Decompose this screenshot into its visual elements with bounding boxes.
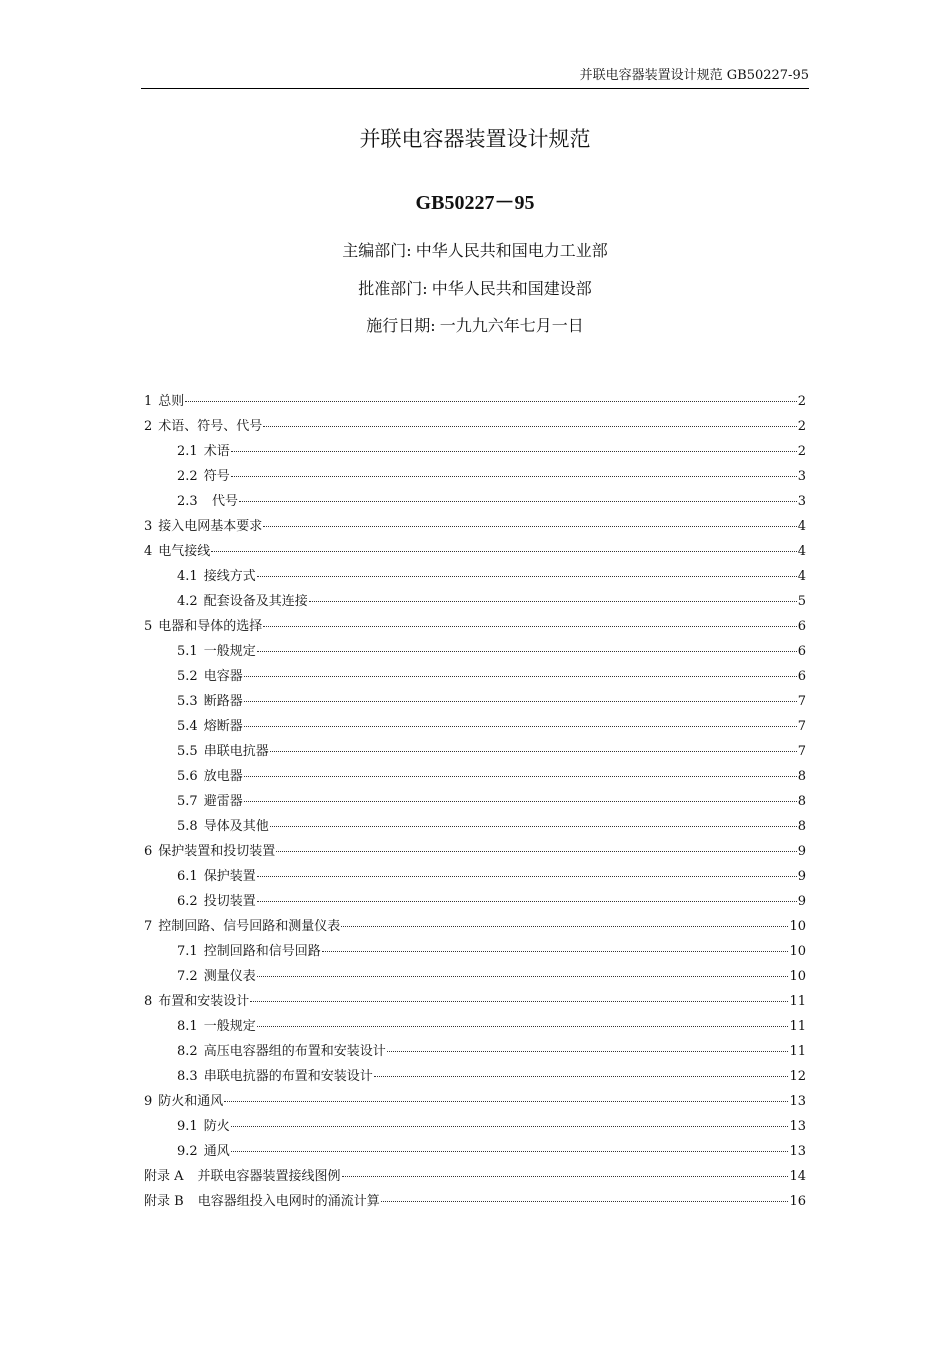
approval-department [0, 278, 950, 300]
toc-entry-number: 5.8 [177, 819, 198, 834]
toc-page-number: 13 [789, 1094, 806, 1109]
toc-entry[interactable] [144, 989, 806, 1014]
meta-value: 中华人民共和国电力工业部 [415, 241, 608, 260]
toc-entry[interactable] [144, 1114, 806, 1139]
toc-page-number: 13 [789, 1144, 806, 1159]
meta-value: 一九九六年七月一日 [439, 316, 584, 335]
toc-leader-dots [185, 401, 796, 402]
toc-entry-title: 放电器 [203, 769, 243, 784]
toc-entry-number: 5 [144, 619, 153, 634]
toc-entry[interactable] [144, 814, 806, 839]
toc-entry-number: 5.5 [177, 744, 198, 759]
toc-entry[interactable] [144, 839, 806, 864]
toc-page-number: 11 [789, 1019, 806, 1034]
toc-leader-dots [257, 876, 797, 877]
toc-entry-number: 3 [144, 519, 153, 534]
toc-entry-number: 1 [144, 394, 153, 409]
toc-entry-number: 6.2 [177, 894, 198, 909]
toc-page-number: 14 [789, 1169, 806, 1184]
toc-entry-number: 2.2 [177, 469, 198, 484]
toc-entry[interactable] [144, 614, 806, 639]
toc-page-number: 13 [789, 1119, 806, 1134]
toc-leader-dots [374, 1076, 789, 1077]
toc-entry[interactable] [144, 789, 806, 814]
toc-entry[interactable] [144, 439, 806, 464]
toc-leader-dots [257, 901, 797, 902]
toc-page-number: 10 [789, 919, 806, 934]
toc-entry[interactable] [144, 564, 806, 589]
toc-page-number: 11 [789, 1044, 806, 1059]
toc-entry-title: 控制回路、信号回路和测量仪表 [158, 919, 341, 934]
toc-entry-title: 串联电抗器的布置和安装设计 [203, 1069, 373, 1084]
toc-entry-title: 符号 [203, 469, 230, 484]
toc-entry-number: 7.1 [177, 944, 198, 959]
toc-leader-dots [309, 601, 797, 602]
toc-entry-number: 5.7 [177, 794, 198, 809]
meta-label: 批准部门: [358, 279, 428, 298]
toc-entry-title: 配套设备及其连接 [203, 594, 308, 609]
meta-label: 主编部门: [342, 241, 412, 260]
toc-entry[interactable] [144, 889, 806, 914]
toc-entry-number: 5.2 [177, 669, 198, 684]
toc-entry[interactable] [144, 589, 806, 614]
toc-page-number: 10 [789, 969, 806, 984]
toc-page-number: 11 [789, 994, 806, 1009]
toc-entry-title: 并联电容器装置接线图例 [197, 1169, 341, 1184]
toc-entry-title: 电气接线 [158, 544, 211, 559]
toc-entry-number: 5.6 [177, 769, 198, 784]
toc-page-number: 8 [797, 819, 806, 834]
toc-entry-number: 附录 B [144, 1194, 184, 1209]
document-title: 并联电容器装置设计规范 [359, 127, 591, 151]
toc-entry-number: 6 [144, 844, 153, 859]
toc-entry-number: 7.2 [177, 969, 198, 984]
toc-leader-dots [231, 1151, 789, 1152]
toc-page-number: 2 [797, 394, 806, 409]
toc-entry[interactable] [144, 1139, 806, 1164]
toc-entry-number: 2.3 [177, 494, 198, 509]
toc-entry[interactable] [144, 714, 806, 739]
toc-entry-number: 4.1 [177, 569, 198, 584]
toc-leader-dots [239, 501, 797, 502]
toc-entry[interactable] [144, 739, 806, 764]
toc-entry-number: 2 [144, 419, 153, 434]
toc-entry-title: 电容器组投入电网时的涌流计算 [197, 1194, 380, 1209]
toc-page-number: 6 [797, 669, 806, 684]
toc-leader-dots [257, 976, 789, 977]
toc-entry-number: 8.1 [177, 1019, 198, 1034]
toc-entry[interactable] [144, 514, 806, 539]
toc-entry[interactable] [144, 539, 806, 564]
toc-entry-number: 5.1 [177, 644, 198, 659]
toc-entry-number: 9.1 [177, 1119, 198, 1134]
toc-entry[interactable] [144, 414, 806, 439]
toc-leader-dots [276, 851, 796, 852]
toc-page-number: 7 [797, 694, 806, 709]
toc-entry-title: 测量仪表 [203, 969, 256, 984]
toc-entry-title: 一般规定 [203, 1019, 256, 1034]
toc-leader-dots [322, 951, 789, 952]
toc-leader-dots [381, 1201, 789, 1202]
toc-entry[interactable] [144, 689, 806, 714]
toc-leader-dots [263, 626, 796, 627]
toc-entry[interactable] [144, 864, 806, 889]
toc-entry-title: 接线方式 [203, 569, 256, 584]
toc-leader-dots [342, 1176, 789, 1177]
toc-entry[interactable] [144, 464, 806, 489]
toc-entry-number: 5.3 [177, 694, 198, 709]
toc-leader-dots [231, 476, 797, 477]
toc-entry-title: 高压电容器组的布置和安装设计 [203, 1044, 386, 1059]
toc-entry-title: 避雷器 [203, 794, 243, 809]
toc-entry-title: 防火 [203, 1119, 230, 1134]
toc-entry[interactable] [144, 489, 806, 514]
standard-code: GB50227－95 [415, 192, 535, 214]
toc-entry-number: 8.3 [177, 1069, 198, 1084]
toc-entry-title: 术语、符号、代号 [158, 419, 263, 434]
toc-leader-dots [270, 751, 797, 752]
toc-entry-title: 熔断器 [203, 719, 243, 734]
toc-entry-number: 6.1 [177, 869, 198, 884]
toc-entry[interactable] [144, 1064, 806, 1089]
toc-page-number: 12 [789, 1069, 806, 1084]
toc-entry-title: 防火和通风 [158, 1094, 224, 1109]
toc-page-number: 7 [797, 719, 806, 734]
toc-entry[interactable] [144, 1039, 806, 1064]
toc-leader-dots [257, 1026, 789, 1027]
toc-entry[interactable] [144, 389, 806, 414]
toc-page-number: 4 [797, 519, 806, 534]
toc-leader-dots [270, 826, 797, 827]
toc-leader-dots [224, 1101, 788, 1102]
toc-leader-dots [244, 801, 797, 802]
toc-page-number: 9 [797, 869, 806, 884]
toc-leader-dots [257, 576, 797, 577]
toc-entry-title: 保护装置 [203, 869, 256, 884]
toc-leader-dots [244, 726, 797, 727]
toc-leader-dots [257, 651, 797, 652]
toc-page-number: 9 [797, 844, 806, 859]
toc-leader-dots [211, 551, 796, 552]
toc-entry[interactable] [144, 664, 806, 689]
toc-leader-dots [244, 676, 797, 677]
toc-page-number: 4 [797, 544, 806, 559]
toc-entry[interactable] [144, 764, 806, 789]
toc-page-number: 8 [797, 769, 806, 784]
toc-leader-dots [250, 1001, 788, 1002]
header-rule [141, 88, 809, 89]
toc-entry[interactable] [144, 1189, 806, 1214]
toc-entry-number: 5.4 [177, 719, 198, 734]
meta-label: 施行日期: [366, 316, 436, 335]
toc-leader-dots [341, 926, 788, 927]
toc-entry[interactable] [144, 939, 806, 964]
toc-entry-number: 附录 A [144, 1169, 184, 1184]
toc-entry-number: 7 [144, 919, 153, 934]
running-header: 并联电容器装置设计规范 GB50227-95 [579, 68, 809, 83]
toc-entry-title: 布置和安装设计 [158, 994, 250, 1009]
toc-page-number: 8 [797, 794, 806, 809]
toc-entry[interactable] [144, 639, 806, 664]
toc-entry-title: 术语 [203, 444, 230, 459]
toc-page-number: 2 [797, 444, 806, 459]
toc-page-number: 6 [797, 644, 806, 659]
editor-department [0, 240, 950, 262]
toc-entry-number: 8.2 [177, 1044, 198, 1059]
toc-entry-title: 导体及其他 [203, 819, 269, 834]
toc-entry-number: 4.2 [177, 594, 198, 609]
toc-page-number: 16 [789, 1194, 806, 1209]
toc-entry[interactable] [144, 1089, 806, 1114]
toc-entry-title: 代号 [203, 494, 238, 509]
toc-page-number: 2 [797, 419, 806, 434]
toc-entry-title: 投切装置 [203, 894, 256, 909]
toc-entry-title: 总则 [158, 394, 185, 409]
toc-leader-dots [231, 1126, 789, 1127]
toc-entry-number: 8 [144, 994, 153, 1009]
toc-entry[interactable] [144, 914, 806, 939]
toc-leader-dots [244, 701, 797, 702]
toc-entry-title: 接入电网基本要求 [158, 519, 263, 534]
toc-page-number: 9 [797, 894, 806, 909]
table-of-contents [144, 389, 806, 1214]
toc-entry-title: 控制回路和信号回路 [203, 944, 321, 959]
toc-entry-title: 一般规定 [203, 644, 256, 659]
effective-date [0, 315, 950, 337]
toc-page-number: 3 [797, 469, 806, 484]
toc-entry-title: 串联电抗器 [203, 744, 269, 759]
toc-leader-dots [263, 526, 796, 527]
toc-page-number: 7 [797, 744, 806, 759]
toc-page-number: 6 [797, 619, 806, 634]
toc-entry-number: 9.2 [177, 1144, 198, 1159]
meta-value: 中华人民共和国建设部 [431, 279, 592, 298]
toc-entry[interactable] [144, 1164, 806, 1189]
toc-entry-number: 2.1 [177, 444, 198, 459]
toc-entry[interactable] [144, 1014, 806, 1039]
toc-page-number: 4 [797, 569, 806, 584]
toc-leader-dots [231, 451, 797, 452]
toc-entry[interactable] [144, 964, 806, 989]
toc-leader-dots [244, 776, 797, 777]
toc-page-number: 5 [797, 594, 806, 609]
toc-leader-dots [263, 426, 796, 427]
toc-entry-title: 电器和导体的选择 [158, 619, 263, 634]
toc-page-number: 10 [789, 944, 806, 959]
toc-entry-title: 通风 [203, 1144, 230, 1159]
toc-entry-number: 9 [144, 1094, 153, 1109]
toc-entry-title: 保护装置和投切装置 [158, 844, 276, 859]
toc-page-number: 3 [797, 494, 806, 509]
toc-entry-title: 断路器 [203, 694, 243, 709]
toc-entry-title: 电容器 [203, 669, 243, 684]
toc-leader-dots [387, 1051, 789, 1052]
toc-entry-number: 4 [144, 544, 153, 559]
